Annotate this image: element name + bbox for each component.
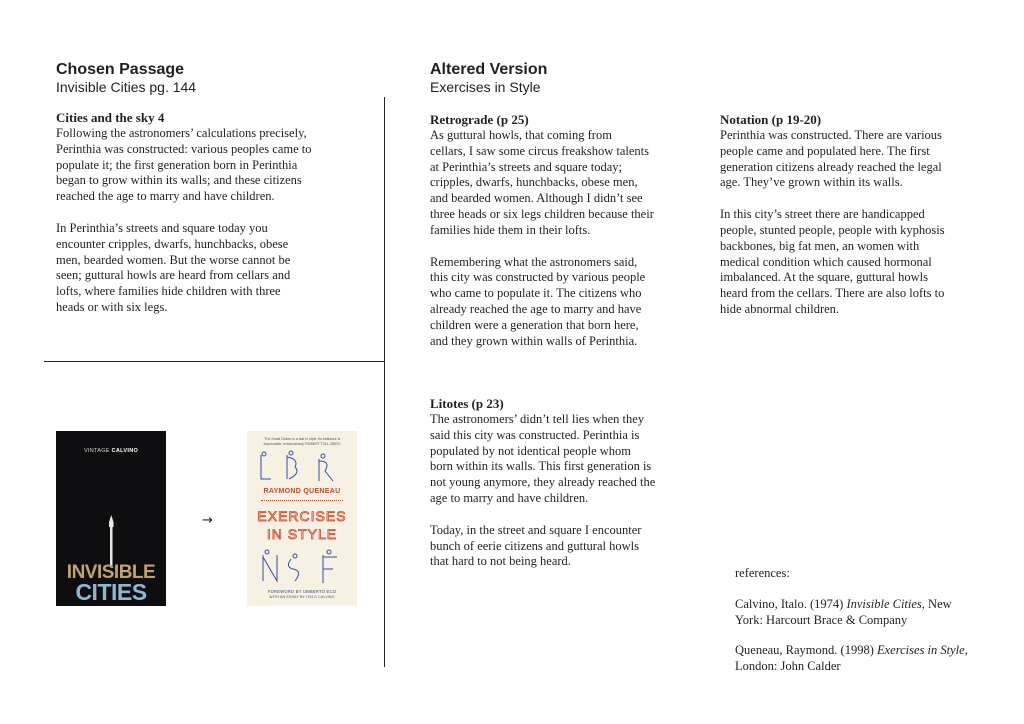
dotted-rule [261, 500, 343, 501]
text-line: cellars, I saw some circus freakshow talents [430, 143, 650, 158]
notation-paragraph-1 [720, 128, 1010, 191]
book-blurb: 'The Small Ocean is a tale in style. Its brilliance is impeccable, extraordinary' ROBERT TOLL-BERG [263, 437, 341, 446]
text-line: not young anymore, they already reached the [430, 475, 656, 490]
litotes-paragraph-1 [430, 412, 710, 507]
horizontal-divider [44, 361, 385, 362]
book-series-label: VINTAGE CALVINO [83, 448, 139, 454]
chosen-passage-body [56, 110, 376, 316]
text-line: Today, in the street and square I encounter [430, 522, 642, 537]
text-line: lofts, where families hide children with three [56, 284, 281, 299]
book-title-line-2: IN STYLE [266, 526, 338, 542]
text-line: cripples, dwarfs, hunchbacks, obese men, [430, 175, 638, 190]
text-line: age. They’ve grown within its walls. [720, 175, 903, 190]
vertical-divider [384, 97, 385, 667]
text-line: Perinthia was constructed. There are various [720, 128, 942, 142]
text-line: already reached the age to marry and have [430, 301, 642, 316]
text-line: In this city’s street there are handicapped [720, 207, 925, 222]
passage-paragraph-1 [56, 126, 376, 205]
text-line: and bearded women. Although I didn’t see [430, 191, 643, 206]
text-line: generation citizens already reached the legal [720, 159, 942, 174]
chosen-passage-heading: Chosen Passage [56, 61, 185, 78]
reference-queneau: Queneau, Raymond. (1998) Exercises in Style, London: John Calder [735, 643, 968, 674]
text-line: As guttural howls, that coming from [430, 128, 612, 142]
text-line: at Perinthia’s streets and square today; [430, 159, 622, 174]
text-line: three heads or six legs children because their [430, 206, 654, 221]
retrograde-paragraph-1 [430, 128, 710, 239]
text-line: encounter cripples, dwarfs, hunchbacks, obese [56, 236, 289, 251]
passage-paragraph-2 [56, 221, 376, 316]
text-line: Perinthia was constructed: various peoples came to [56, 141, 312, 156]
text-line: hide abnormal children. [720, 301, 840, 316]
book-title-line-2: CITIES [75, 579, 147, 605]
litotes-paragraph-2 [430, 523, 710, 570]
section-title: Cities and the sky 4 [56, 110, 165, 125]
text-line: this city was constructed by various people [430, 270, 646, 285]
book-foreword: FOREWORD BY UMBERTO ECO [267, 589, 337, 594]
altered-version-heading: Altered Version [430, 61, 548, 78]
text-line: children were a generation that born here, [430, 317, 639, 332]
text-line: backbones, big fat men, an women with [720, 238, 920, 253]
retrograde-paragraph-2 [430, 255, 710, 350]
text-line: families hide them in their lofts. [430, 222, 591, 237]
text-line: populated by not identical people whom [430, 443, 631, 458]
text-line: Following the astronomers’ calculations precisely, [56, 126, 307, 140]
text-line: Remembering what the astronomers said, [430, 254, 638, 269]
reference-calvino: Calvino, Italo. (1974) Invisible Cities, New York: Harcourt Brace & Company [735, 596, 952, 627]
text-line: said this city was constructed. Perinthia is [430, 427, 640, 442]
text-line: men, bearded women. But the worse cannot be [56, 252, 291, 267]
chosen-passage-subheading: Invisible Cities pg. 144 [56, 79, 197, 95]
text-line: medical condition which caused hormonal [720, 254, 932, 269]
text-line: imbalanced. At the square, guttural howls [720, 270, 928, 285]
text-line: people came and populated here. The first [720, 143, 930, 158]
text-line: people, stunted people, people with kyphosis [720, 222, 945, 237]
text-line: The astronomers’ didn’t tell lies when they [430, 412, 645, 426]
chosen-passage-header [56, 61, 356, 96]
litotes-section [430, 396, 710, 570]
text-line: who came to populate it. The citizens who [430, 286, 642, 301]
reference-title: Invisible Cities [846, 596, 922, 611]
arrow-right-icon: → [202, 513, 213, 528]
text-line: born within its walls. This first generation is [430, 459, 652, 474]
text-line: heard from the cellars. There are also lofts to [720, 286, 945, 301]
text-line: and they grown within walls of Perinthia. [430, 333, 638, 348]
altered-version-subheading: Exercises in Style [430, 79, 541, 95]
book-author: RAYMOND QUENEAU [263, 488, 341, 495]
section-title: Notation (p 19-20) [720, 112, 822, 127]
section-title: Litotes (p 23) [430, 396, 504, 411]
text-line: that hard to not being heard. [430, 554, 571, 569]
notation-section [720, 112, 1010, 318]
book-title-line-1: EXERCISES [257, 508, 347, 524]
book-title-line-1: INVISIBLE [66, 562, 156, 583]
invisible-cities-book-cover [56, 431, 166, 606]
text-line: reached the age to marry and have children. [56, 189, 275, 204]
section-title: Retrograde (p 25) [430, 112, 529, 127]
references-section [735, 566, 1015, 675]
text-line: In Perinthia’s streets and square today you [56, 220, 268, 235]
text-line: began to grow within its walls; and these citizens [56, 173, 302, 188]
reference-title: Exercises in Style [876, 643, 965, 658]
references-label: references: [735, 566, 790, 580]
text-line: seen; guttural howls are heard from cellars and [56, 268, 291, 283]
text-line: heads or with six legs. [56, 299, 168, 314]
text-line: age to marry and have children. [430, 490, 589, 505]
retrograde-section [430, 112, 710, 349]
exercises-in-style-book-cover [247, 431, 357, 606]
altered-version-header [430, 61, 710, 96]
notation-paragraph-2 [720, 207, 1010, 318]
text-line: populate it; the first generation born in Perinthia [56, 157, 298, 172]
book-essay-credit: WITH AN ESSAY BY ITALO CALVINO [269, 595, 335, 599]
text-line: bunch of eerie citizens and guttural howls [430, 538, 639, 553]
